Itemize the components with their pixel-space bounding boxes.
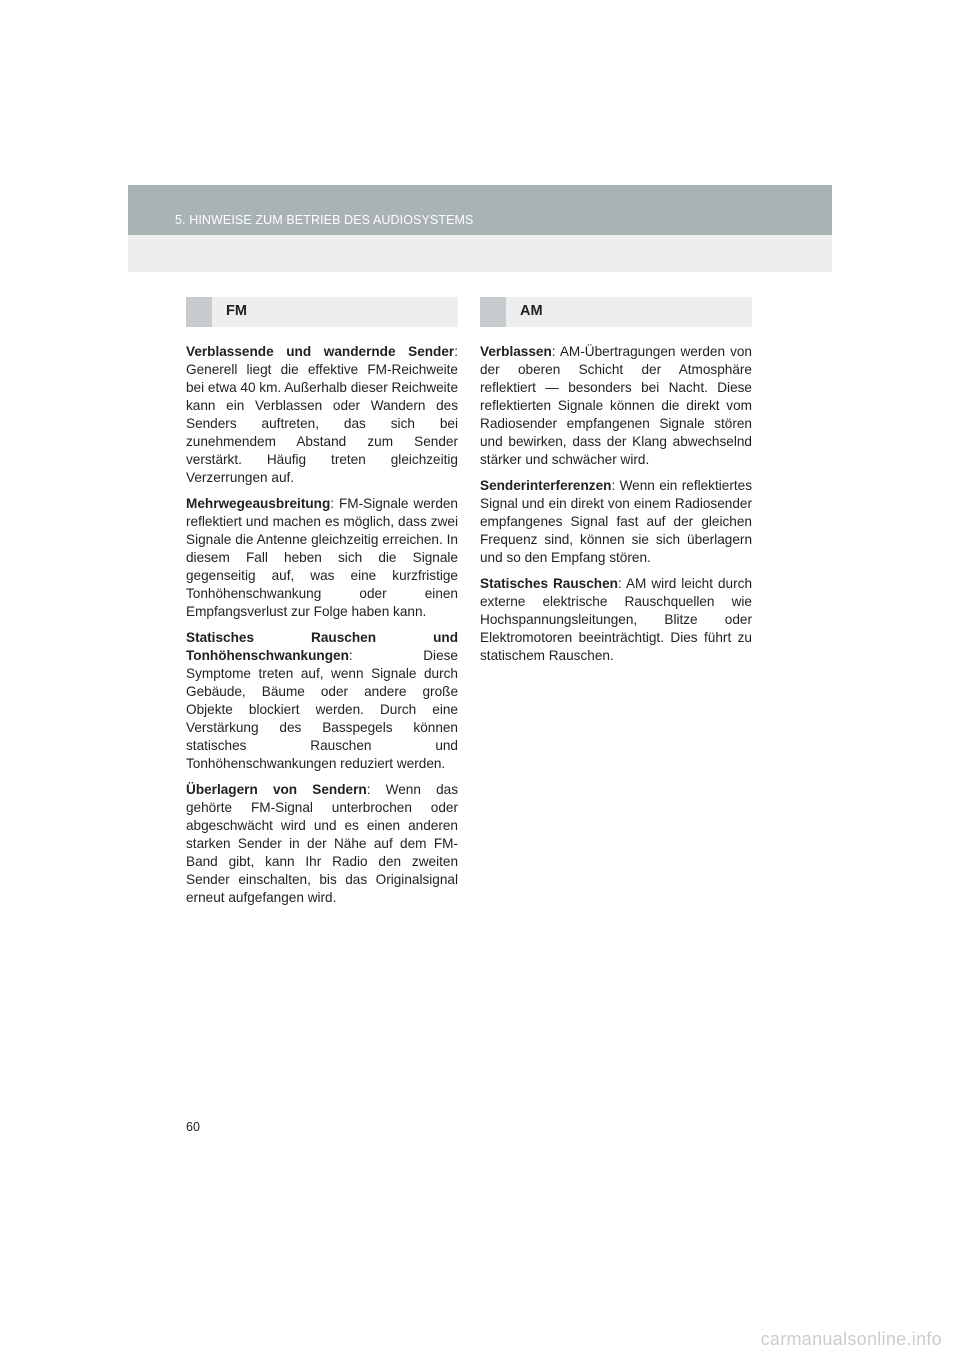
- term: Mehrwegeausbreitung: [186, 496, 331, 511]
- fm-paragraph-overlap: [186, 781, 458, 907]
- term: Verblassen: [480, 344, 552, 359]
- term: Statisches Rauschen: [480, 576, 618, 591]
- fm-paragraph-multipath: [186, 495, 458, 621]
- section-marker: [186, 297, 212, 327]
- am-paragraph-static: [480, 575, 752, 665]
- description: : AM-Übertragungen werden von der oberen Schicht der Atmosphäre reflektiert — besonders bei Nacht. Diese reflektierten Signale können die direkt vom Radiosender empfangenen Signale stören und bewirken, dass der Klang abwechselnd stärker und schwächer wird.: [480, 344, 752, 467]
- watermark: carmanualsonline.info: [760, 1329, 942, 1349]
- fm-paragraph-static: [186, 629, 458, 773]
- chapter-header-subband: [128, 235, 832, 272]
- description: : Wenn ein reflektiertes Signal und ein direkt von einem Radiosender empfangenes Signal fast auf der gleichen Frequenz sind, können sie sich überlagern und so den Empfang stören.: [480, 478, 752, 565]
- section-marker: [480, 297, 506, 327]
- term: Statisches Rauschen und Tonhöhenschwankungen: [186, 630, 458, 663]
- am-paragraph-fading: [480, 343, 752, 469]
- description: : Wenn das gehörte FM-Signal unterbrochen oder abgeschwächt wird und es einen anderen starken Sender in der Nähe auf dem FM-Band gibt, kann Ihr Radio den zweiten Sender einschalten, bis das Originalsignal erneut aufgefangen wird.: [186, 782, 459, 905]
- description: : FM-Signale werden reflektiert und machen es möglich, dass zwei Signale die Antenne gleichzeitig erreichen. In diesem Fall heben sich die Signale gegenseitig auf, was eine kurzfristige Tonhöhenschwankung oder einen Empfangsverlust zur Folge haben kann.: [186, 496, 458, 619]
- fm-section-heading: [186, 297, 458, 327]
- am-section: [480, 297, 752, 673]
- term: Senderinterferenzen: [480, 478, 612, 493]
- am-section-heading: [480, 297, 752, 327]
- fm-paragraph-fading: [186, 343, 458, 487]
- page-number: 60: [186, 1120, 200, 1134]
- am-section-title: AM: [520, 303, 543, 319]
- term: Überlagern von Sendern: [186, 782, 367, 797]
- fm-section: [186, 297, 458, 915]
- term: Verblassende und wandernde Sender: [186, 344, 455, 359]
- am-paragraph-interference: [480, 477, 752, 567]
- fm-section-title: FM: [226, 303, 247, 319]
- description: : AM wird leicht durch externe elektrische Rauschquellen wie Hochspannungsleitungen, Blitze oder Elektromotoren beeinträchtigt. Dies führt zu statischem Rauschen.: [480, 576, 753, 663]
- description: : Generell liegt die effektive FM-Reichweite bei etwa 40 km. Außerhalb dieser Reichweite kann ein Verblassen oder Wandern des Senders auftreten, das sich bei zunehmendem Abstand zum Sender verstärkt. Häufig treten gleichzeitig Verzerrungen auf.: [186, 344, 459, 485]
- chapter-header: [128, 185, 832, 235]
- chapter-title: 5. HINWEISE ZUM BETRIEB DES AUDIOSYSTEMS: [175, 213, 474, 227]
- description: : Diese Symptome treten auf, wenn Signale durch Gebäude, Bäume oder andere große Objekte blockiert werden. Durch eine Verstärkung des Basspegels können statisches Rauschen und Tonhöhenschwankungen reduziert werden.: [186, 648, 458, 771]
